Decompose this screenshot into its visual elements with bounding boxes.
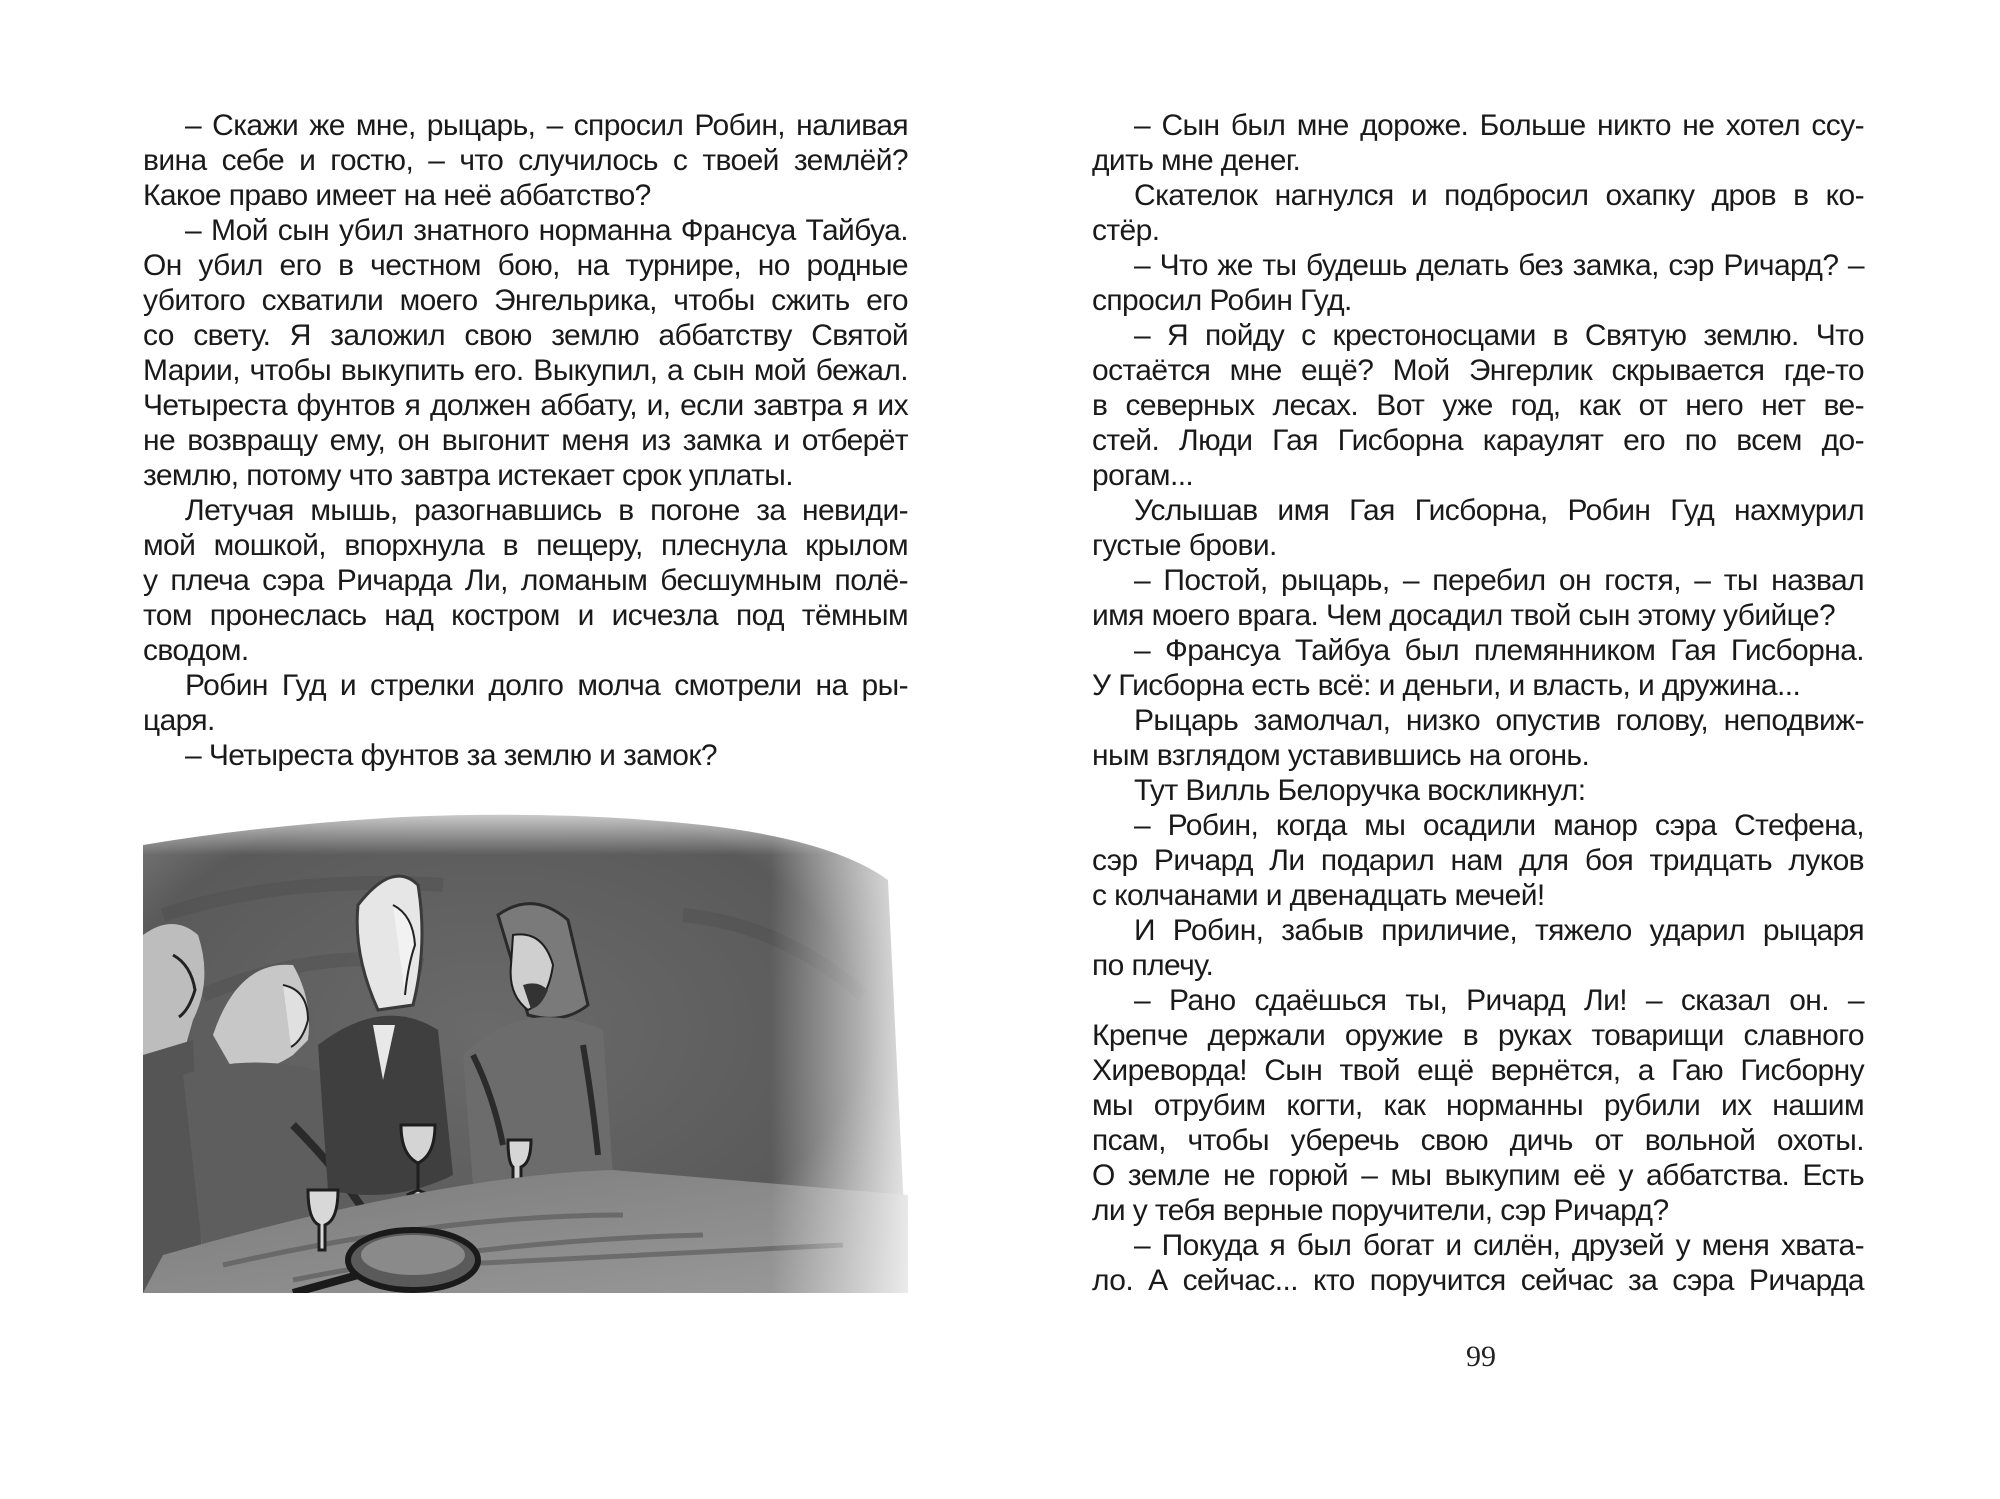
text-line: рогам... [1092, 459, 1194, 492]
text-line: мой мошкой, впорхнула в пещеру, плеснула крылом [143, 529, 908, 562]
text-line: Какое право имеет на неё аббатство? [143, 179, 651, 212]
text-line: дить мне денег. [1092, 144, 1301, 177]
text-line: Скателок нагнулся и подбросил охапку дров в ко- [1134, 179, 1864, 212]
text-line: не возвращу ему, он выгонит меня из замка и отберёт [143, 424, 908, 457]
text-line: со свету. Я заложил свою землю аббатству Святой [143, 319, 908, 352]
text-line: имя моего врага. Чем досадил твой сын этому убийце? [1092, 599, 1836, 632]
text-line: Рыцарь замолчал, низко опустив голову, неподвиж- [1134, 704, 1864, 737]
text-line: Он убил его в честном бою, на турнире, но родные [143, 249, 908, 282]
text-line: том пронеслась над костром и исчезла под тёмным [143, 599, 908, 632]
page-number: 99 [1466, 1340, 1496, 1373]
text-line: ли у тебя верные поручители, сэр Ричард? [1092, 1194, 1669, 1227]
text-line: стей. Люди Гая Гисборна караулят его по всем до- [1092, 424, 1864, 457]
text-line: Тут Вилль Белоручка воскликнул: [1134, 774, 1586, 807]
text-line: спросил Робин Гуд. [1092, 284, 1352, 317]
text-line: сэр Ричард Ли подарил нам для боя тридцать луков [1092, 844, 1864, 877]
text-line: землю, потому что завтра истекает срок уплаты. [143, 459, 793, 492]
text-line: – Робин, когда мы осадили манор сэра Стефена, [1134, 809, 1864, 842]
text-line: – Что же ты будешь делать без замка, сэр Ричард? – [1134, 249, 1864, 282]
text-line: сводом. [143, 634, 249, 667]
text-line: стёр. [1092, 214, 1160, 247]
text-line: И Робин, забыв приличие, тяжело ударил рыцаря [1134, 914, 1864, 947]
text-line: – Мой сын убил знатного норманна Франсуа Тайбуа. [185, 214, 908, 247]
text-line: – Рано сдаёшься ты, Ричард Ли! – сказал он. – [1134, 984, 1864, 1017]
text-line: по плечу. [1092, 949, 1214, 982]
text-line: ным взглядом уставившись на огонь. [1092, 739, 1590, 772]
text-line: – Покуда я был богат и силён, друзей у меня хвата- [1134, 1229, 1864, 1262]
text-line: ло. А сейчас... кто поручится сейчас за сэра Ричарда [1092, 1264, 1864, 1297]
left-page-text [143, 108, 908, 773]
text-line: – Франсуа Тайбуа был племянником Гая Гисборна. [1134, 634, 1864, 667]
text-line: – Скажи же мне, рыцарь, – спросил Робин, наливая [185, 109, 908, 142]
text-line: псам, чтобы уберечь свою дичь от вольной охоты. [1092, 1124, 1864, 1157]
text-line: густые брови. [1092, 529, 1277, 562]
right-page-text [1092, 108, 1864, 1298]
text-line: вина себе и гостю, – что случилось с твоей землёй? [143, 144, 908, 177]
text-line: – Сын был мне дороже. Больше никто не хотел ссу- [1134, 109, 1864, 142]
text-line: – Я пойду с крестоносцами в Святую землю. Что [1134, 319, 1864, 352]
text-line: с колчанами и двенадцать мечей! [1092, 879, 1545, 912]
text-line: Услышав имя Гая Гисборна, Робин Гуд нахмурил [1134, 494, 1864, 527]
text-line: Робин Гуд и стрелки долго молча смотрели на ры- [185, 669, 908, 702]
text-line: убитого схватили моего Энгельрика, чтобы сжить его [143, 284, 908, 317]
text-line: царя. [143, 704, 215, 737]
text-line: остаётся мне ещё? Мой Энгерлик скрывается где-то [1092, 354, 1864, 387]
text-line: в северных лесах. Вот уже год, как от него нет ве- [1092, 389, 1864, 422]
text-line: У Гисборна есть всё: и деньги, и власть, и дружина... [1092, 669, 1801, 702]
text-line: – Четыреста фунтов за землю и замок? [185, 739, 717, 772]
illustration-art [143, 795, 908, 1293]
illustration-robin-hood-and-knight-at-table [143, 795, 908, 1293]
text-line: О земле не горюй – мы выкупим её у аббатства. Есть [1092, 1159, 1864, 1192]
text-line: Летучая мышь, разогнавшись в погоне за невиди- [185, 494, 908, 527]
text-line: – Постой, рыцарь, – перебил он гостя, – ты назвал [1134, 564, 1864, 597]
text-line: Хиреворда! Сын твой ещё вернётся, а Гаю Гисборну [1092, 1054, 1864, 1087]
text-line: Четыреста фунтов я должен аббату, и, если завтра я их [143, 389, 908, 422]
text-line: мы отрубим когти, как норманны рубили их нашим [1092, 1089, 1864, 1122]
text-line: у плеча сэра Ричарда Ли, ломаным бесшумным полё- [143, 564, 908, 597]
text-line: Марии, чтобы выкупить его. Выкупил, а сын мой бежал. [143, 354, 908, 387]
text-line: Крепче держали оружие в руках товарищи славного [1092, 1019, 1864, 1052]
